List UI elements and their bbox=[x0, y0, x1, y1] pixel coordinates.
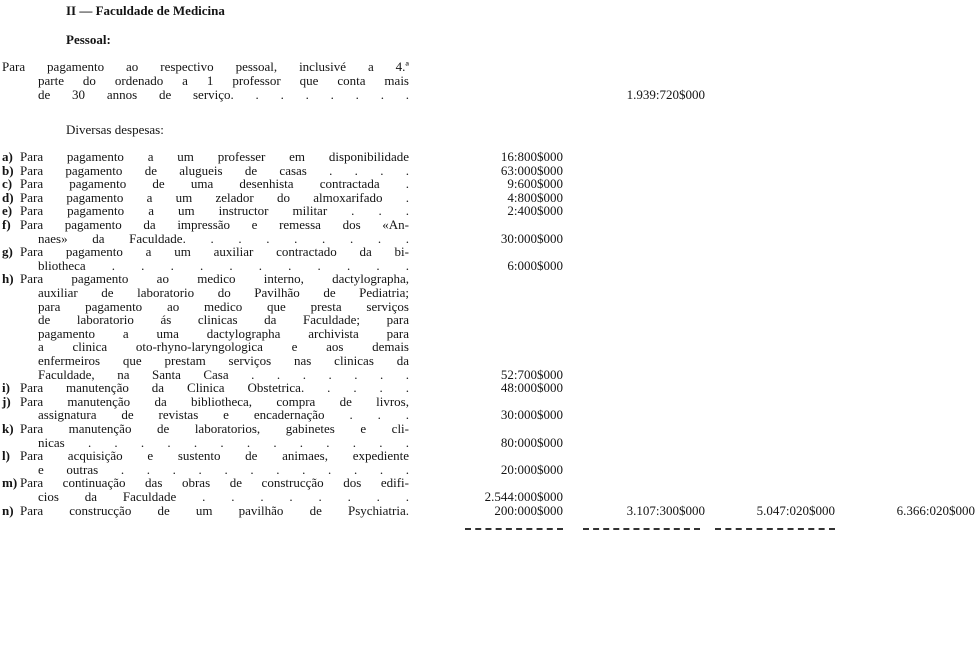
item-text-line: Para pagamento a um professer em disponibilidade bbox=[20, 149, 409, 164]
total-amount: 5.047:020$000 bbox=[756, 503, 835, 518]
item-text-line: Para continuação das obras de construcção dos edifi- bbox=[20, 475, 409, 491]
item-label: d) bbox=[2, 189, 14, 205]
total-amount: 6.366:020$000 bbox=[896, 503, 975, 518]
item-text-line: pagamento a uma dactylographa archivista para bbox=[38, 325, 409, 341]
item-text-line: Para manutenção de laboratorios, gabinetes e cli- bbox=[20, 421, 409, 436]
item-text-line: Para manutenção da Clinica Obstetrica. . . . . bbox=[20, 380, 409, 396]
item-text-line: Para pagamento a um auxiliar contractado da bi- bbox=[20, 244, 409, 260]
pessoal-heading: Pessoal: bbox=[66, 32, 111, 47]
item-label: j) bbox=[2, 393, 11, 409]
item-label: l) bbox=[2, 448, 10, 464]
item-text-line: cios da Faculdade . . . . . . . . bbox=[38, 489, 409, 504]
item-text-line: Para pagamento de uma desenhista contractada . bbox=[20, 176, 409, 192]
item-label: k) bbox=[2, 421, 14, 436]
item-amount: 30:000$000 bbox=[500, 407, 563, 423]
item-amount: 2:400$000 bbox=[507, 203, 563, 219]
item-text-line: bliotheca . . . . . . . . . . . bbox=[38, 257, 409, 273]
item-text-line: Para acquisição e sustento de animaes, expediente bbox=[20, 448, 409, 464]
item-amount: 80:000$000 bbox=[500, 434, 563, 450]
item-text-line: Faculdade, na Santa Casa . . . . . . . bbox=[38, 366, 409, 382]
sum-rule bbox=[465, 528, 563, 530]
item-text-line: Para pagamento de alugueis de casas . . . . bbox=[20, 162, 409, 178]
item-amount: 52:700$000 bbox=[500, 366, 563, 382]
pessoal-line: de 30 annos de serviço. . . . . . . . bbox=[38, 87, 409, 102]
sum-rule bbox=[583, 528, 700, 530]
item-label: i) bbox=[2, 380, 10, 396]
item-amount: 63:000$000 bbox=[500, 162, 563, 178]
item-text-line: Para pagamento da impressão e remessa dos «An- bbox=[20, 217, 409, 232]
item-text-line: para pagamento ao medico que presta serviços bbox=[38, 298, 409, 314]
item-amount: 9:600$000 bbox=[507, 176, 563, 192]
item-amount: 48:000$000 bbox=[500, 380, 563, 396]
item-text-line: nicas . . . . . . . . . . . . . bbox=[38, 434, 409, 450]
item-amount: 6:000$000 bbox=[507, 257, 563, 273]
item-text-line: e outras . . . . . . . . . . . . bbox=[38, 461, 409, 477]
item-amount: 200:000$000 bbox=[494, 502, 563, 518]
item-amount: 2.544:000$000 bbox=[484, 489, 563, 504]
item-text-line: assignatura de revistas e encadernação . . . bbox=[38, 407, 409, 423]
item-label: a) bbox=[2, 149, 13, 164]
diversas-heading: Diversas despesas: bbox=[66, 122, 164, 137]
item-text-line: de laboratorio ás clinicas da Faculdade; para bbox=[38, 312, 409, 328]
item-label: b) bbox=[2, 162, 14, 178]
pessoal-line: Para pagamento ao respectivo pessoal, inclusivé a 4.ª bbox=[2, 59, 409, 74]
item-text-line: Para manutenção da bibliotheca, compra de livros, bbox=[20, 393, 409, 409]
total-amount: 3.107:300$000 bbox=[626, 503, 705, 518]
item-label: f) bbox=[2, 217, 11, 232]
item-amount: 30:000$000 bbox=[500, 230, 563, 246]
item-label: c) bbox=[2, 176, 13, 192]
item-label: e) bbox=[2, 203, 13, 219]
pessoal-amount: 1.939:720$000 bbox=[626, 87, 705, 102]
item-amount: 20:000$000 bbox=[500, 461, 563, 477]
sum-rule bbox=[715, 528, 835, 530]
item-text-line: a clinica oto-rhyno-laryngologica e aos demais bbox=[38, 339, 409, 355]
item-text-line: Para construcção de um pavilhão de Psychiatria. bbox=[20, 502, 409, 518]
item-text-line: Para pagamento a um instructor militar . . . bbox=[20, 203, 409, 219]
item-amount: 16:800$000 bbox=[500, 149, 563, 164]
item-label: h) bbox=[2, 271, 14, 287]
item-text-line: Para pagamento ao medico interno, dactylographa, bbox=[20, 271, 409, 287]
item-text-line: naes» da Faculdade. . . . . . . . . bbox=[38, 230, 409, 246]
item-label: g) bbox=[2, 244, 13, 260]
section-title: II — Faculdade de Medicina bbox=[66, 3, 225, 18]
item-label: n) bbox=[2, 502, 14, 518]
item-label: m) bbox=[2, 475, 18, 491]
item-text-line: Para pagamento a um zelador do almoxarifado . bbox=[20, 189, 409, 205]
item-amount: 4:800$000 bbox=[507, 189, 563, 205]
pessoal-line: parte do ordenado a 1 professor que conta mais bbox=[38, 73, 409, 88]
item-text-line: auxiliar de laboratorio do Pavilhão de Pediatria; bbox=[38, 285, 409, 300]
item-text-line: enfermeiros que prestam serviços nas clinicas da bbox=[38, 353, 409, 368]
